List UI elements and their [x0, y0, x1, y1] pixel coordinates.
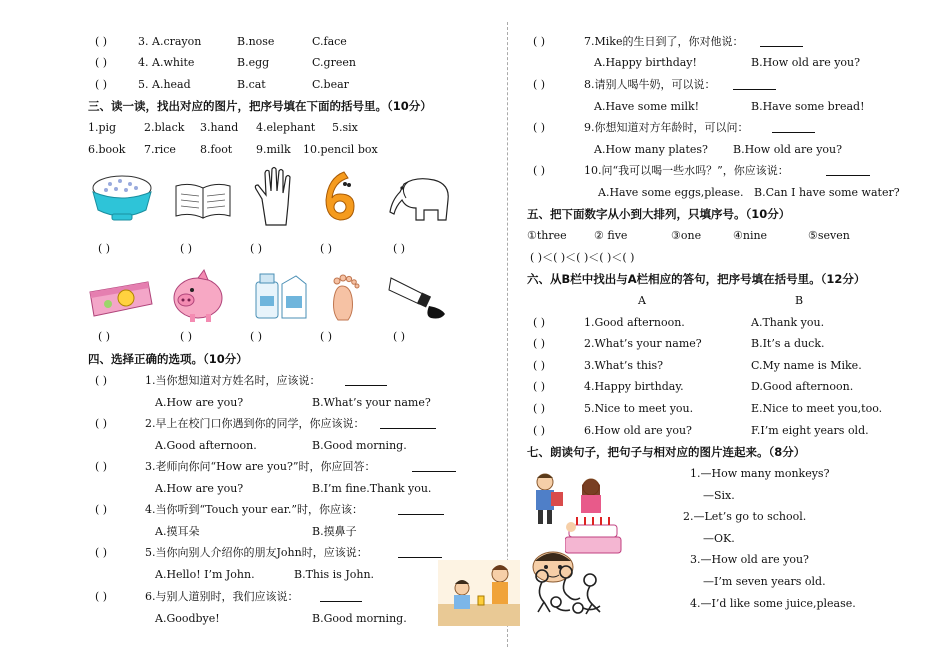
word-milk: 9.milk: [256, 143, 291, 156]
answer-blank[interactable]: ( ): [95, 374, 108, 387]
monkeys-illustration: [530, 562, 610, 618]
answer-blank[interactable]: ( ): [533, 35, 546, 48]
section-6-title: 六、从B栏中找出与A栏相应的答句，把序号填在括号里。（12分）: [527, 272, 866, 286]
column-divider: [507, 22, 508, 647]
answer-blank[interactable]: ( ): [533, 164, 546, 177]
answer-blank[interactable]: ( ): [95, 417, 108, 430]
answer-blank[interactable]: ( ): [95, 546, 108, 559]
answer-blank[interactable]: ( ): [95, 56, 108, 69]
number-six-icon: [318, 168, 360, 224]
answer-blank[interactable]: ( ): [533, 424, 546, 437]
answer-blank[interactable]: ( ): [250, 330, 263, 343]
word-pig: 1.pig: [88, 121, 117, 134]
answer-line[interactable]: [760, 35, 803, 47]
answer-line[interactable]: [733, 78, 776, 90]
answer-blank[interactable]: ( ): [95, 503, 108, 516]
answer-line[interactable]: [412, 460, 456, 472]
section-4-title: 四、选择正确的选项。（10分）: [88, 352, 248, 366]
word-book: 6.book: [88, 143, 126, 156]
answer-blank[interactable]: ( ): [320, 242, 333, 255]
milk-icon: [252, 270, 310, 322]
answer-line[interactable]: [398, 546, 442, 558]
answer-blank[interactable]: ( ): [98, 242, 111, 255]
word-elephant: 4.elephant: [256, 121, 316, 134]
answer-blank[interactable]: ( ): [393, 330, 406, 343]
section-7-title: 七、朗读句子，把句子与相对应的图片连起来。（8分）: [527, 445, 806, 459]
section-3-title: 三、读一读，找出对应的图片，把序号填在下面的括号里。（10分）: [88, 99, 432, 113]
answer-blank[interactable]: ( ): [98, 330, 111, 343]
foot-icon: [328, 272, 364, 324]
answer-blank[interactable]: ( ): [533, 316, 546, 329]
answer-line[interactable]: [826, 164, 870, 176]
answer-line[interactable]: [320, 590, 362, 602]
column-b-header: B: [795, 294, 804, 307]
answer-blank[interactable]: ( ): [320, 330, 333, 343]
answer-blank[interactable]: ( ): [533, 78, 546, 91]
answer-line[interactable]: [772, 121, 815, 133]
answer-blank[interactable]: ( ): [533, 359, 546, 372]
hand-icon: [252, 165, 302, 227]
answer-blank[interactable]: ( ): [180, 242, 193, 255]
answer-blank[interactable]: ( ): [533, 121, 546, 134]
word-hand: 3.hand: [200, 121, 239, 134]
answer-blank[interactable]: ( ): [533, 402, 546, 415]
elephant-icon: [386, 170, 456, 228]
book-icon: [172, 180, 234, 222]
number-order-line[interactable]: ( )＜( )＜( )＜( )＜( ): [530, 251, 635, 264]
section-5-title: 五、把下面数字从小到大排列，只填序号。（10分）: [527, 207, 791, 221]
pencil-box-icon: [86, 278, 156, 320]
black-paint-icon: [385, 272, 451, 322]
answer-blank[interactable]: ( ): [533, 380, 546, 393]
answer-line[interactable]: [398, 503, 444, 515]
juice-scene-illustration: [438, 560, 520, 626]
answer-blank[interactable]: ( ): [533, 337, 546, 350]
pig-icon: [168, 268, 230, 324]
word-six: 5.six: [332, 121, 358, 134]
answer-blank[interactable]: ( ): [95, 35, 108, 48]
word-rice: 7.rice: [144, 143, 176, 156]
answer-line[interactable]: [380, 417, 436, 429]
answer-line[interactable]: [345, 374, 387, 386]
word-pencil-box: 10.pencil box: [303, 143, 378, 156]
answer-blank[interactable]: ( ): [95, 460, 108, 473]
answer-blank[interactable]: ( ): [250, 242, 263, 255]
word-black: 2.black: [144, 121, 185, 134]
answer-blank[interactable]: ( ): [180, 330, 193, 343]
answer-blank[interactable]: ( ): [95, 78, 108, 91]
word-foot: 8.foot: [200, 143, 233, 156]
answer-blank[interactable]: ( ): [393, 242, 406, 255]
rice-bowl-icon: [90, 170, 154, 225]
column-a-header: A: [638, 294, 646, 307]
answer-blank[interactable]: ( ): [95, 590, 108, 603]
